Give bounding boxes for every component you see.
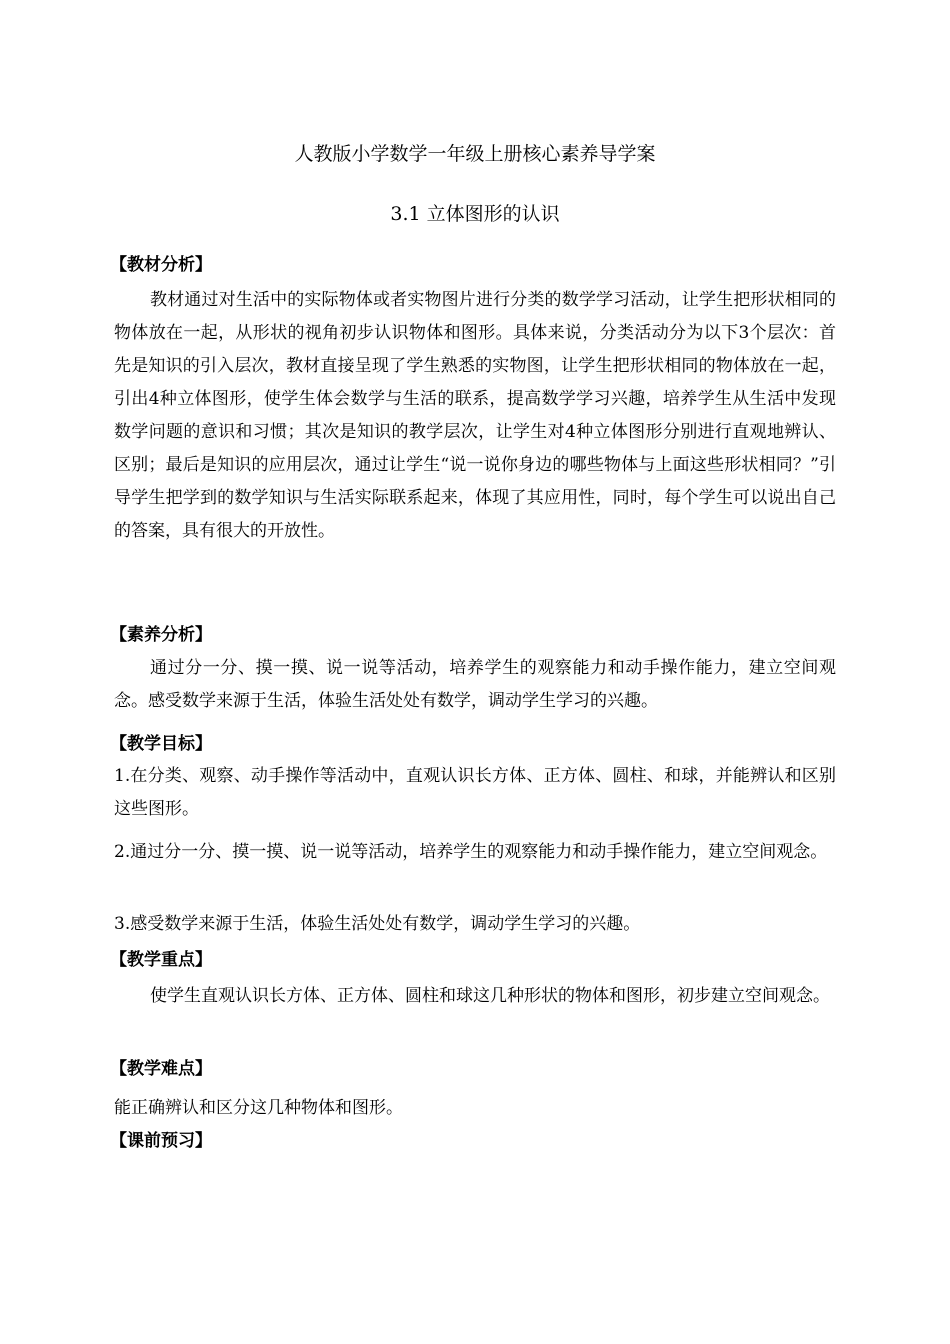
- key-points-text: 使学生直观认识长方体、正方体、圆柱和球这几种形状的物体和图形，初步建立空间观念。: [150, 986, 830, 1006]
- key-points-heading: 【教学重点】: [110, 950, 212, 970]
- difficulties-text: 能正确辨认和区分这几种物体和图形。: [114, 1098, 403, 1118]
- preview-heading: 【课前预习】: [110, 1131, 212, 1151]
- teaching-goal-item: 3.感受数学来源于生活，体验生活处处有数学，调动学生学习的兴趣。: [114, 914, 641, 934]
- textbook-analysis-text: 教材通过对生活中的实际物体或者实物图片进行分类的数学学习活动，让学生把形状相同的物体放在一起，从形状的视角初步认识物体和图形。具体来说，分类活动分为以下3个层次：首先是知识的引入层次，教材直接呈现了学生熟悉的实物图，让学生把形状相同的物体放在一起，引出4种立体图形，使学生体会数学与生活的联系，提高数学学习兴趣，培养学生从生活中发现数学问题的意识和习惯；其次是知识的教学层次，让学生对4种立体图形分别进行直观地辨认、区别；最后是知识的应用层次，通过让学生“说一说你身边的哪些物体与上面这些形状相同？”引导学生把学到的数学知识与生活实际联系起来，体现了其应用性，同时，每个学生可以说出自己的答案，具有很大的开放性。: [114, 290, 836, 541]
- teaching-goal-item: 1.在分类、观察、动手操作等活动中，直观认识长方体、正方体、圆柱、和球，并能辨认和区别这些图形。: [114, 766, 836, 819]
- teaching-goals-heading: 【教学目标】: [110, 734, 212, 754]
- teaching-goal-item: 2.通过分一分、摸一摸、说一说等活动，培养学生的观察能力和动手操作能力，建立空间观念。: [114, 842, 828, 862]
- literacy-analysis-text: 通过分一分、摸一摸、说一说等活动，培养学生的观察能力和动手操作能力，建立空间观念。感受数学来源于生活，体验生活处处有数学，调动学生学习的兴趣。: [114, 658, 836, 711]
- literacy-analysis-heading: 【素养分析】: [110, 625, 212, 645]
- lesson-title: 3.1 立体图形的认识: [390, 203, 560, 225]
- textbook-analysis-heading: 【教材分析】: [110, 255, 212, 275]
- difficulties-heading: 【教学难点】: [110, 1059, 212, 1079]
- document-title: 人教版小学数学一年级上册核心素养导学案: [294, 143, 656, 165]
